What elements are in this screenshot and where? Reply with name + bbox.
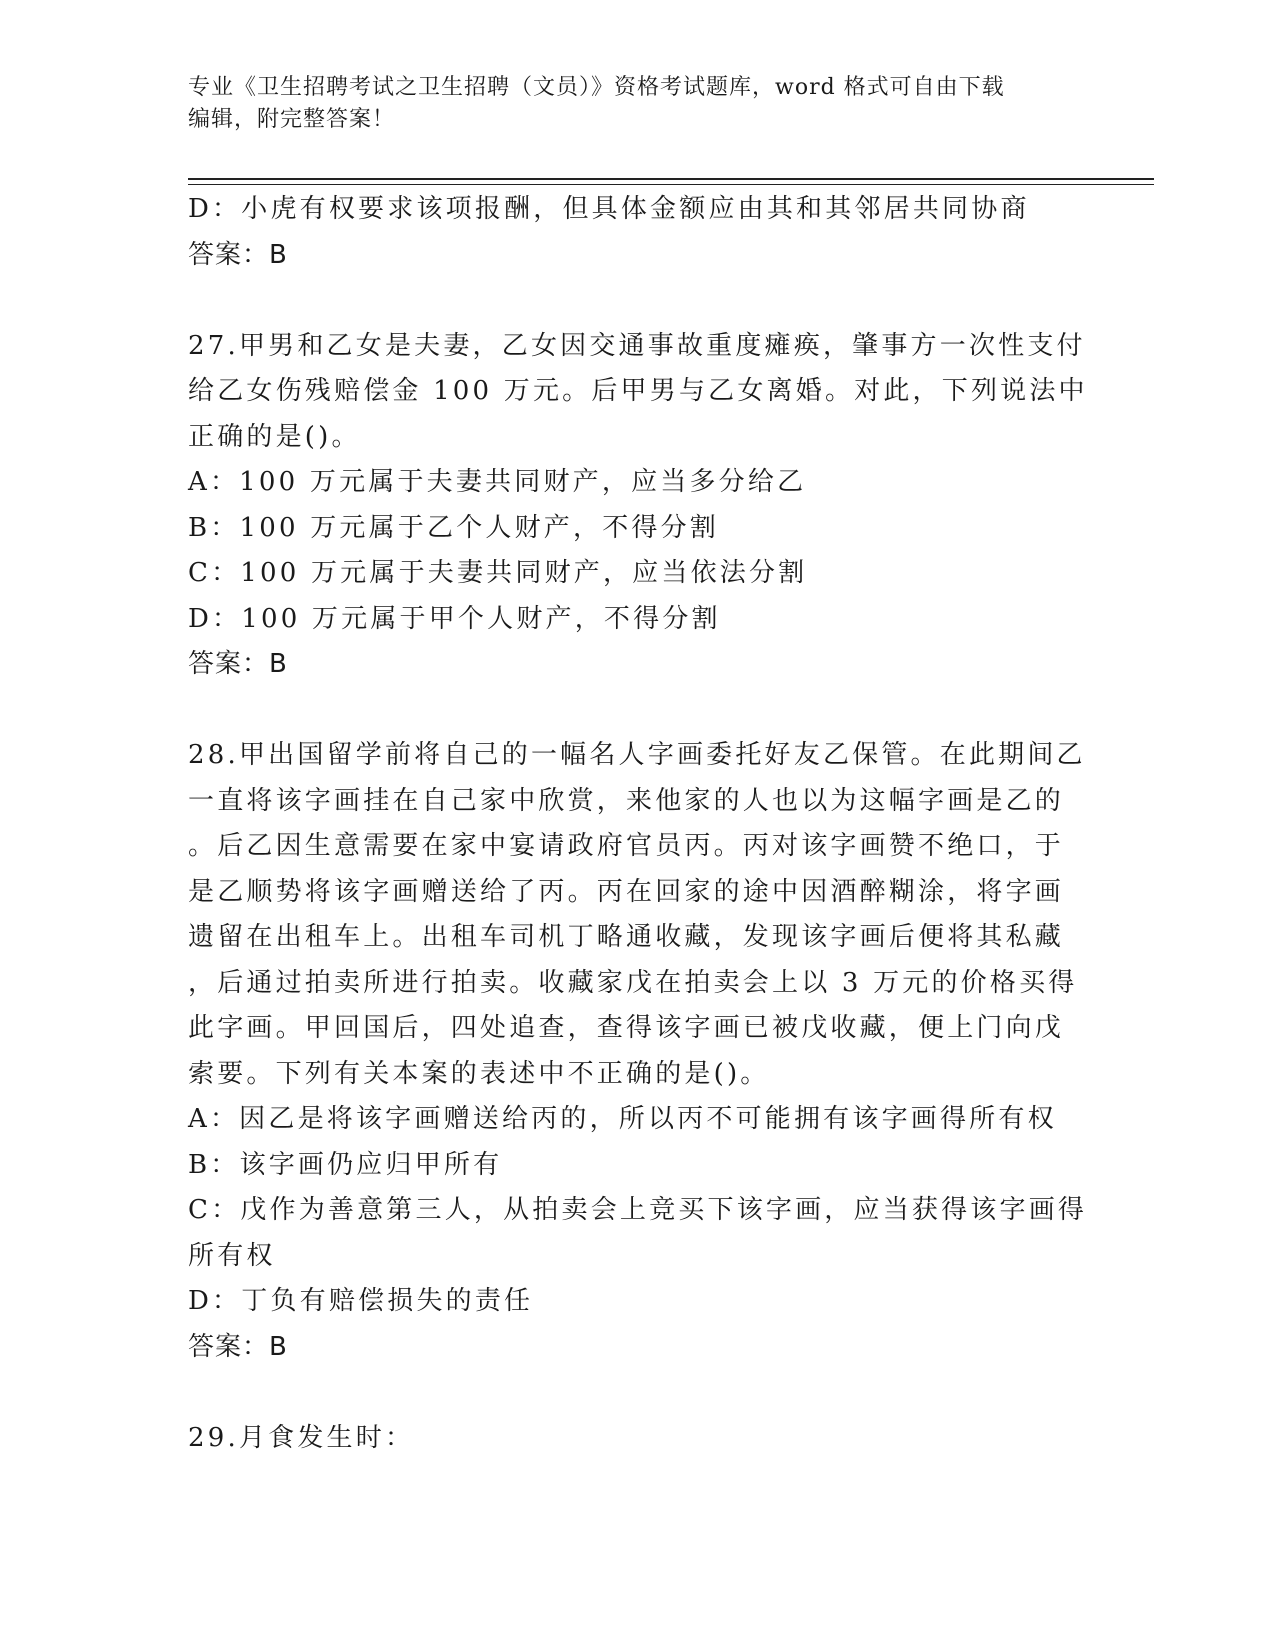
spacer: [188, 278, 1088, 324]
header-rule-thick: [188, 178, 1154, 180]
option-a: A：因乙是将该字画赠送给丙的，所以丙不可能拥有该字画得所有权: [188, 1104, 1057, 1134]
option-b: B：该字画仍应归甲所有: [188, 1149, 503, 1180]
question-28: [188, 733, 1088, 1370]
question-stem-line: 是乙顺势将该字画赠送给了丙。丙在回家的途中因酒醉糊涂，将字画: [188, 876, 1065, 907]
question-stem-line: 给乙女伤残赔偿金 100 万元。后甲男与乙女离婚。对此，下列说法中: [188, 376, 1088, 406]
question-stem-line: 27.甲男和乙女是夫妻，乙女因交通事故重度瘫痪，肇事方一次性支付: [188, 330, 1086, 361]
question-stem-line: 。后乙因生意需要在家中宴请政府官员丙。丙对该字画赞不绝口，于: [188, 831, 1065, 861]
option-d: D：小虎有权要求该项报酬，但具体金额应由其和其邻居共同协商: [188, 194, 1030, 224]
document-body: [188, 187, 1088, 1461]
answer-line: 答案：B: [188, 1331, 288, 1362]
spacer: [188, 1370, 1088, 1416]
option-d: D：丁负有赔偿损失的责任: [188, 1286, 534, 1316]
option-b: B：100 万元属于乙个人财产，不得分割: [188, 512, 719, 543]
option-d: D：100 万元属于甲个人财产，不得分割: [188, 603, 721, 634]
question-stem-line: 28.甲出国留学前将自己的一幅名人字画委托好友乙保管。在此期间乙: [188, 740, 1086, 770]
header-line-2: 编辑，附完整答案！: [188, 107, 396, 132]
option-c-continued: 所有权: [188, 1240, 276, 1271]
option-c: C：戊作为善意第三人，从拍卖会上竞买下该字画，应当获得该字画得: [188, 1195, 1088, 1225]
question-26: [188, 187, 1088, 278]
question-stem-line: 29.月食发生时：: [188, 1422, 415, 1453]
answer-line: 答案：B: [188, 239, 288, 270]
spacer: [188, 688, 1088, 734]
option-a: A：100 万元属于夫妻共同财产，应当多分给乙: [188, 467, 807, 497]
question-stem-line: 一直将该字画挂在自己家中欣赏，来他家的人也以为这幅字画是乙的: [188, 785, 1065, 816]
header-rule-thin: [188, 184, 1154, 185]
question-27: [188, 324, 1088, 688]
question-stem-line: 遗留在出租车上。出租车司机丁略通收藏，发现该字画后便将其私藏: [188, 922, 1065, 952]
question-stem-line: 此字画。甲回国后，四处追查，查得该字画已被戊收藏，便上门向戊: [188, 1013, 1065, 1043]
question-stem-line: ，后通过拍卖所进行拍卖。收藏家戊在拍卖会上以 3 万元的价格买得: [188, 967, 1078, 998]
question-29: [188, 1416, 1088, 1462]
question-stem-line: 正确的是()。: [188, 421, 361, 452]
option-c: C：100 万元属于夫妻共同财产，应当依法分割: [188, 558, 808, 588]
document-header: [188, 72, 1088, 136]
answer-line: 答案：B: [188, 649, 288, 679]
question-stem-line: 索要。下列有关本案的表述中不正确的是()。: [188, 1058, 770, 1089]
header-line-1: 专业《卫生招聘考试之卫生招聘（文员）》资格考试题库，word 格式可自由下载: [188, 75, 1005, 100]
